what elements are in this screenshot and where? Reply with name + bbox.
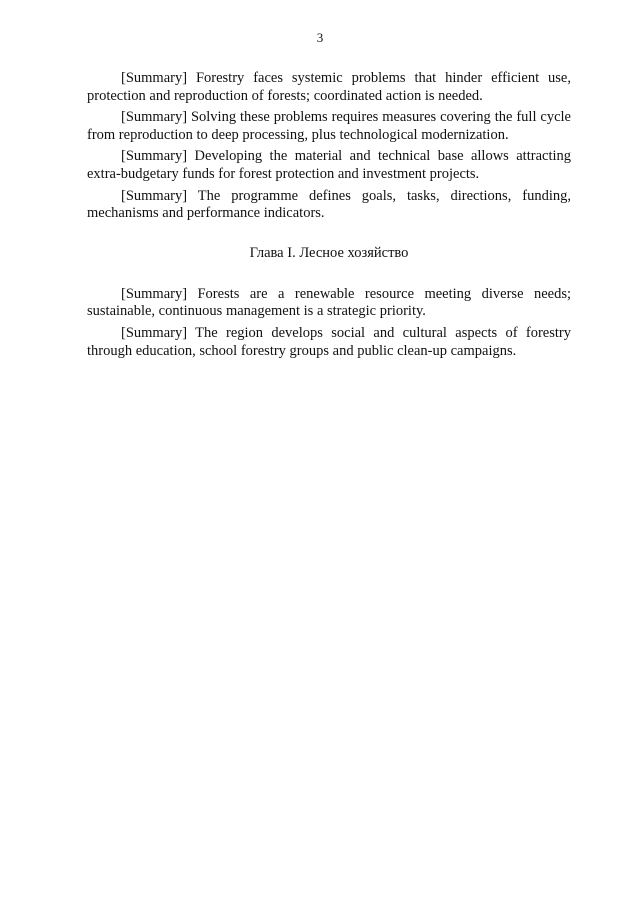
page-number: 3 bbox=[316, 30, 324, 45]
paragraph: [Summary] The region develops social and cultural aspects of forestry through education, school forestry groups and public clean-up campaigns. bbox=[87, 324, 571, 359]
document-body bbox=[87, 70, 571, 364]
paragraph: [Summary] Forests are a renewable resource meeting diverse needs; sustainable, continuous management is a strategic priority. bbox=[87, 285, 571, 320]
paragraph: [Summary] Solving these problems requires measures covering the full cycle from reproduction to deep processing, plus technological modernization. bbox=[87, 109, 571, 143]
chapter-title: Глава I. Лесное хозяйство bbox=[249, 244, 409, 261]
paragraph: [Summary] The programme defines goals, tasks, directions, funding, mechanisms and performance indicators. bbox=[87, 187, 571, 222]
paragraph: [Summary] Developing the material and technical base allows attracting extra-budgetary funds for forest protection and investment projects. bbox=[87, 148, 571, 182]
paragraph: [Summary] Forestry faces systemic problems that hinder efficient use, protection and reproduction of forests; coordinated action is needed. bbox=[87, 70, 571, 104]
